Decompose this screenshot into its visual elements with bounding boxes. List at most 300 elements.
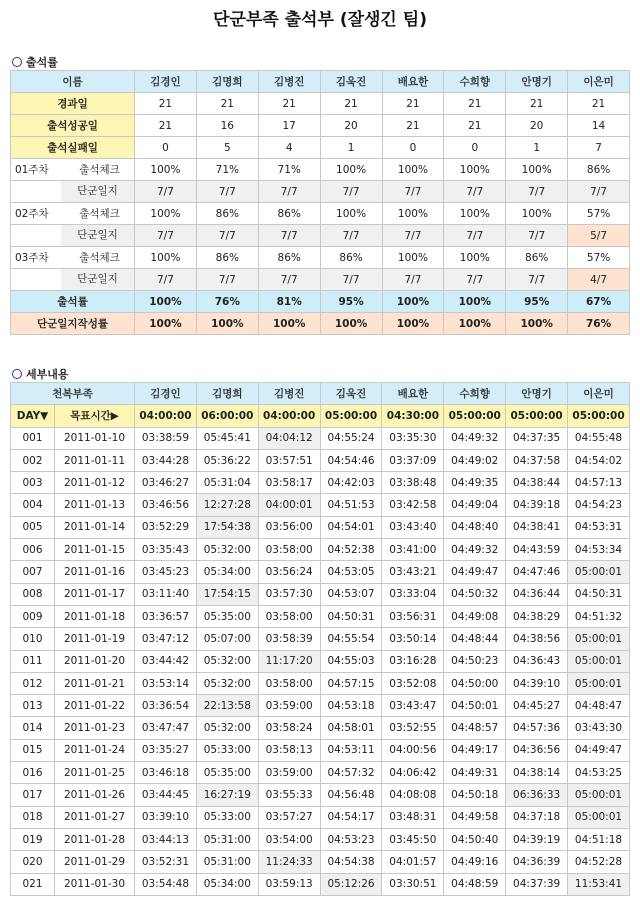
diary-ratio: 7/7 [568, 181, 630, 203]
wake-time: 04:54:17 [320, 806, 382, 828]
wake-time: 04:56:48 [320, 784, 382, 806]
wake-time: 04:49:58 [444, 806, 506, 828]
goal-row [11, 405, 630, 427]
member-name: 김명희 [196, 383, 258, 405]
wake-time: 04:49:47 [444, 561, 506, 583]
wake-time: 04:36:56 [506, 739, 568, 761]
day-row [11, 605, 630, 627]
wake-time: 04:49:04 [444, 494, 506, 516]
circle-bullet-icon [12, 57, 22, 67]
wake-time: 04:54:01 [320, 516, 382, 538]
wake-time: 17:54:15 [196, 583, 258, 605]
check-label: 출석체크 [79, 208, 120, 220]
check-percent: 100% [320, 159, 382, 181]
check-percent: 100% [382, 203, 444, 225]
value-cell: 21 [382, 93, 444, 115]
wake-time: 05:33:00 [196, 739, 258, 761]
wake-time: 04:42:03 [320, 472, 382, 494]
day-row [11, 873, 630, 895]
diary-label: 단군일지 [61, 269, 134, 290]
wake-time: 03:56:00 [258, 516, 320, 538]
goal-time: 04:00:00 [135, 405, 197, 427]
wake-time: 04:50:18 [444, 784, 506, 806]
wake-time: 04:54:38 [320, 851, 382, 873]
wake-time: 03:11:40 [135, 583, 197, 605]
wake-time: 04:54:02 [568, 449, 630, 471]
diary-ratio: 7/7 [135, 225, 197, 247]
value-cell: 21 [444, 115, 506, 137]
wake-time: 03:56:24 [258, 561, 320, 583]
wake-time: 04:57:13 [568, 472, 630, 494]
day-row [11, 739, 630, 761]
check-percent: 100% [444, 203, 506, 225]
day-date: 2011-01-26 [55, 784, 135, 806]
wake-time: 03:33:04 [382, 583, 444, 605]
member-name: 김병진 [258, 383, 320, 405]
wake-time: 04:53:23 [320, 828, 382, 850]
rate-value: 76% [196, 291, 258, 313]
wake-time: 04:49:35 [444, 472, 506, 494]
rate-value: 95% [320, 291, 382, 313]
day-date: 2011-01-24 [55, 739, 135, 761]
check-percent: 86% [568, 159, 630, 181]
wake-time: 05:34:00 [196, 561, 258, 583]
day-date: 2011-01-17 [55, 583, 135, 605]
day-row [11, 672, 630, 694]
diary-ratio: 7/7 [196, 269, 258, 291]
day-row [11, 472, 630, 494]
day-row [11, 561, 630, 583]
diary-ratio: 7/7 [258, 181, 320, 203]
week-diary-row [11, 269, 630, 291]
wake-time: 05:00:01 [568, 806, 630, 828]
diary-rate-value: 100% [135, 313, 197, 335]
day-date: 2011-01-18 [55, 605, 135, 627]
diary-rate-value: 100% [320, 313, 382, 335]
wake-time: 11:17:20 [258, 650, 320, 672]
wake-time: 04:38:29 [506, 605, 568, 627]
day-number: 012 [11, 672, 55, 694]
wake-time: 04:37:35 [506, 427, 568, 449]
wake-time: 03:46:27 [135, 472, 197, 494]
wake-time: 03:50:14 [382, 628, 444, 650]
wake-time: 04:48:47 [568, 695, 630, 717]
wake-time: 04:50:31 [568, 583, 630, 605]
value-cell: 21 [135, 93, 197, 115]
check-percent: 86% [196, 203, 258, 225]
check-percent: 57% [568, 247, 630, 269]
wake-time: 05:35:00 [196, 605, 258, 627]
wake-time: 03:38:48 [382, 472, 444, 494]
rate-value: 81% [258, 291, 320, 313]
wake-time: 03:38:59 [135, 427, 197, 449]
diary-ratio: 7/7 [382, 269, 444, 291]
day-date: 2011-01-21 [55, 672, 135, 694]
check-percent: 86% [258, 247, 320, 269]
value-cell: 17 [258, 115, 320, 137]
diary-rate-label: 단군일지작성률 [11, 313, 135, 335]
wake-time: 22:13:58 [196, 695, 258, 717]
day-date: 2011-01-23 [55, 717, 135, 739]
wake-time: 16:27:19 [196, 784, 258, 806]
wake-time: 04:43:59 [506, 539, 568, 561]
day-number: 013 [11, 695, 55, 717]
day-date: 2011-01-16 [55, 561, 135, 583]
diary-rate-value: 100% [506, 313, 568, 335]
value-cell: 21 [135, 115, 197, 137]
week-diary-row [11, 225, 630, 247]
day-row [11, 695, 630, 717]
day-number: 005 [11, 516, 55, 538]
wake-time: 03:46:56 [135, 494, 197, 516]
row-label: 출석실패일 [11, 137, 135, 159]
value-cell: 21 [444, 93, 506, 115]
wake-time: 04:49:32 [444, 427, 506, 449]
day-date: 2011-01-22 [55, 695, 135, 717]
diary-ratio: 7/7 [320, 225, 382, 247]
wake-time: 05:00:01 [568, 628, 630, 650]
check-percent: 100% [444, 159, 506, 181]
day-number: 002 [11, 449, 55, 471]
day-number: 008 [11, 583, 55, 605]
wake-time: 03:41:00 [382, 539, 444, 561]
day-row [11, 717, 630, 739]
check-percent: 100% [506, 159, 568, 181]
wake-time: 03:43:40 [382, 516, 444, 538]
member-name: 김경인 [135, 383, 197, 405]
wake-time: 04:36:44 [506, 583, 568, 605]
value-cell: 7 [568, 137, 630, 159]
week-diary-label [11, 225, 135, 247]
wake-time: 03:43:47 [382, 695, 444, 717]
check-percent: 86% [196, 247, 258, 269]
day-number: 011 [11, 650, 55, 672]
day-date: 2011-01-14 [55, 516, 135, 538]
day-row [11, 427, 630, 449]
wake-time: 04:53:25 [568, 762, 630, 784]
wake-time: 04:50:31 [320, 605, 382, 627]
diary-ratio: 7/7 [506, 181, 568, 203]
wake-time: 03:37:09 [382, 449, 444, 471]
rate-value: 95% [506, 291, 568, 313]
wake-time: 03:45:23 [135, 561, 197, 583]
wake-time: 11:53:41 [568, 873, 630, 895]
day-row [11, 762, 630, 784]
wake-time: 04:49:02 [444, 449, 506, 471]
day-date: 2011-01-11 [55, 449, 135, 471]
day-row [11, 494, 630, 516]
member-name: 김욱진 [320, 383, 382, 405]
wake-time: 05:07:00 [196, 628, 258, 650]
day-sort-label: DAY▼ [11, 405, 55, 427]
week-label: 03주차 [15, 252, 49, 264]
week-check-row [11, 159, 630, 181]
week-check-label [11, 159, 135, 181]
wake-time: 03:47:47 [135, 717, 197, 739]
check-percent: 100% [135, 159, 197, 181]
attendance-detail-table [10, 382, 630, 896]
wake-time: 04:58:01 [320, 717, 382, 739]
value-cell: 0 [382, 137, 444, 159]
wake-time: 03:59:00 [258, 695, 320, 717]
member-name: 김경인 [135, 71, 197, 93]
diary-ratio: 7/7 [382, 225, 444, 247]
diary-ratio: 7/7 [135, 269, 197, 291]
goal-time: 06:00:00 [196, 405, 258, 427]
wake-time: 04:45:27 [506, 695, 568, 717]
page-title: 단군부족 출석부 (잘생긴 팀) [213, 10, 427, 30]
wake-time: 04:55:54 [320, 628, 382, 650]
wake-time: 04:54:46 [320, 449, 382, 471]
day-date: 2011-01-25 [55, 762, 135, 784]
diary-rate-row [11, 313, 630, 335]
wake-time: 04:49:16 [444, 851, 506, 873]
day-row [11, 851, 630, 873]
wake-time: 05:31:04 [196, 472, 258, 494]
day-date: 2011-01-27 [55, 806, 135, 828]
wake-time: 03:30:51 [382, 873, 444, 895]
wake-time: 03:55:33 [258, 784, 320, 806]
diary-ratio: 7/7 [135, 181, 197, 203]
value-cell: 1 [506, 137, 568, 159]
day-row [11, 806, 630, 828]
wake-time: 04:49:17 [444, 739, 506, 761]
wake-time: 04:49:31 [444, 762, 506, 784]
wake-time: 03:59:00 [258, 762, 320, 784]
wake-time: 03:44:13 [135, 828, 197, 850]
day-date: 2011-01-30 [55, 873, 135, 895]
day-date: 2011-01-12 [55, 472, 135, 494]
day-number: 009 [11, 605, 55, 627]
value-cell: 21 [196, 93, 258, 115]
member-name: 이은미 [568, 71, 630, 93]
day-date: 2011-01-28 [55, 828, 135, 850]
diary-label: 단군일지 [61, 225, 134, 246]
day-number: 010 [11, 628, 55, 650]
wake-time: 04:54:23 [568, 494, 630, 516]
week-diary-row [11, 181, 630, 203]
wake-time: 03:57:30 [258, 583, 320, 605]
diary-ratio: 7/7 [506, 225, 568, 247]
wake-time: 03:44:42 [135, 650, 197, 672]
wake-time: 04:00:56 [382, 739, 444, 761]
week-label: 02주차 [15, 208, 49, 220]
wake-time: 03:58:17 [258, 472, 320, 494]
value-cell: 0 [444, 137, 506, 159]
wake-time: 03:54:48 [135, 873, 197, 895]
wake-time: 04:57:15 [320, 672, 382, 694]
rate-row [11, 291, 630, 313]
diary-rate-value: 100% [444, 313, 506, 335]
wake-time: 03:57:27 [258, 806, 320, 828]
week-check-label [11, 203, 135, 225]
value-cell: 14 [568, 115, 630, 137]
check-percent: 100% [444, 247, 506, 269]
check-percent: 71% [196, 159, 258, 181]
value-cell: 1 [320, 137, 382, 159]
diary-label: 단군일지 [61, 181, 134, 202]
wake-time: 03:52:55 [382, 717, 444, 739]
value-cell: 21 [258, 93, 320, 115]
check-percent: 86% [506, 247, 568, 269]
week-check-row [11, 203, 630, 225]
value-cell: 4 [258, 137, 320, 159]
row-label: 경과일 [11, 93, 135, 115]
diary-rate-value: 100% [196, 313, 258, 335]
wake-time: 03:52:29 [135, 516, 197, 538]
wake-time: 04:51:53 [320, 494, 382, 516]
diary-ratio: 4/7 [568, 269, 630, 291]
wake-time: 03:36:57 [135, 605, 197, 627]
wake-time: 04:49:08 [444, 605, 506, 627]
check-percent: 86% [258, 203, 320, 225]
day-date: 2011-01-13 [55, 494, 135, 516]
wake-time: 04:50:00 [444, 672, 506, 694]
wake-time: 03:35:30 [382, 427, 444, 449]
value-cell: 20 [506, 115, 568, 137]
wake-time: 05:33:00 [196, 806, 258, 828]
day-date: 2011-01-29 [55, 851, 135, 873]
check-percent: 100% [382, 247, 444, 269]
wake-time: 04:39:18 [506, 494, 568, 516]
wake-time: 04:49:32 [444, 539, 506, 561]
day-row [11, 784, 630, 806]
summary-header-row [11, 71, 630, 93]
wake-time: 04:51:32 [568, 605, 630, 627]
member-name: 안명기 [506, 71, 568, 93]
goal-time: 05:00:00 [568, 405, 630, 427]
check-percent: 100% [506, 203, 568, 225]
goal-time: 05:00:00 [506, 405, 568, 427]
wake-time: 03:54:00 [258, 828, 320, 850]
circle-bullet-icon [12, 369, 22, 379]
day-number: 001 [11, 427, 55, 449]
check-percent: 100% [135, 247, 197, 269]
wake-time: 05:45:41 [196, 427, 258, 449]
wake-time: 04:53:11 [320, 739, 382, 761]
goal-time-label: 목표시간▶ [55, 405, 135, 427]
wake-time: 12:27:28 [196, 494, 258, 516]
day-row [11, 628, 630, 650]
wake-time: 03:58:13 [258, 739, 320, 761]
wake-time: 04:00:01 [258, 494, 320, 516]
member-name: 배요한 [382, 383, 444, 405]
goal-time: 05:00:00 [444, 405, 506, 427]
wake-time: 03:35:43 [135, 539, 197, 561]
attendance-summary-table [10, 70, 630, 335]
wake-time: 04:52:28 [568, 851, 630, 873]
wake-time: 04:52:38 [320, 539, 382, 561]
header-tribe-label: 천복부족 [11, 383, 135, 405]
wake-time: 04:55:03 [320, 650, 382, 672]
wake-time: 04:04:12 [258, 427, 320, 449]
wake-time: 11:24:33 [258, 851, 320, 873]
wake-time: 05:35:00 [196, 762, 258, 784]
success-row [11, 115, 630, 137]
member-name: 이은미 [568, 383, 630, 405]
value-cell: 0 [135, 137, 197, 159]
wake-time: 03:45:50 [382, 828, 444, 850]
rate-label: 출석률 [11, 291, 135, 313]
day-number: 015 [11, 739, 55, 761]
wake-time: 04:36:39 [506, 851, 568, 873]
wake-time: 04:47:46 [506, 561, 568, 583]
value-cell: 21 [320, 93, 382, 115]
wake-time: 03:58:00 [258, 539, 320, 561]
wake-time: 04:57:36 [506, 717, 568, 739]
wake-time: 04:57:32 [320, 762, 382, 784]
wake-time: 06:36:33 [506, 784, 568, 806]
diary-ratio: 7/7 [382, 181, 444, 203]
day-row [11, 583, 630, 605]
wake-time: 03:52:08 [382, 672, 444, 694]
wake-time: 04:37:18 [506, 806, 568, 828]
wake-time: 03:58:24 [258, 717, 320, 739]
day-number: 020 [11, 851, 55, 873]
wake-time: 04:51:18 [568, 828, 630, 850]
member-name: 김병진 [258, 71, 320, 93]
wake-time: 05:00:01 [568, 650, 630, 672]
wake-time: 04:39:10 [506, 672, 568, 694]
week-check-row [11, 247, 630, 269]
day-number: 019 [11, 828, 55, 850]
wake-time: 03:58:00 [258, 672, 320, 694]
wake-time: 04:36:43 [506, 650, 568, 672]
member-name: 안명기 [506, 383, 568, 405]
wake-time: 04:50:01 [444, 695, 506, 717]
wake-time: 04:48:59 [444, 873, 506, 895]
diary-ratio: 7/7 [444, 225, 506, 247]
wake-time: 05:36:22 [196, 449, 258, 471]
day-number: 016 [11, 762, 55, 784]
day-number: 004 [11, 494, 55, 516]
day-row [11, 828, 630, 850]
wake-time: 03:52:31 [135, 851, 197, 873]
wake-time: 03:35:27 [135, 739, 197, 761]
wake-time: 04:48:44 [444, 628, 506, 650]
diary-ratio: 7/7 [320, 269, 382, 291]
wake-time: 04:55:48 [568, 427, 630, 449]
diary-ratio: 7/7 [258, 225, 320, 247]
header-name-label: 이름 [11, 71, 135, 93]
check-percent: 71% [258, 159, 320, 181]
diary-rate-value: 76% [568, 313, 630, 335]
diary-ratio: 7/7 [444, 269, 506, 291]
check-percent: 86% [320, 247, 382, 269]
week-diary-label [11, 269, 135, 291]
wake-time: 04:50:23 [444, 650, 506, 672]
wake-time: 04:01:57 [382, 851, 444, 873]
day-number: 007 [11, 561, 55, 583]
check-percent: 57% [568, 203, 630, 225]
wake-time: 04:38:44 [506, 472, 568, 494]
diary-ratio: 7/7 [320, 181, 382, 203]
wake-time: 05:00:01 [568, 672, 630, 694]
day-date: 2011-01-19 [55, 628, 135, 650]
wake-time: 04:48:57 [444, 717, 506, 739]
value-cell: 21 [382, 115, 444, 137]
week-diary-label [11, 181, 135, 203]
wake-time: 03:44:28 [135, 449, 197, 471]
section-details: 세부내용 [12, 366, 69, 382]
diary-rate-value: 100% [258, 313, 320, 335]
diary-ratio: 7/7 [196, 225, 258, 247]
goal-time: 04:30:00 [382, 405, 444, 427]
wake-time: 05:32:00 [196, 717, 258, 739]
diary-rate-value: 100% [382, 313, 444, 335]
value-cell: 21 [568, 93, 630, 115]
wake-time: 03:48:31 [382, 806, 444, 828]
